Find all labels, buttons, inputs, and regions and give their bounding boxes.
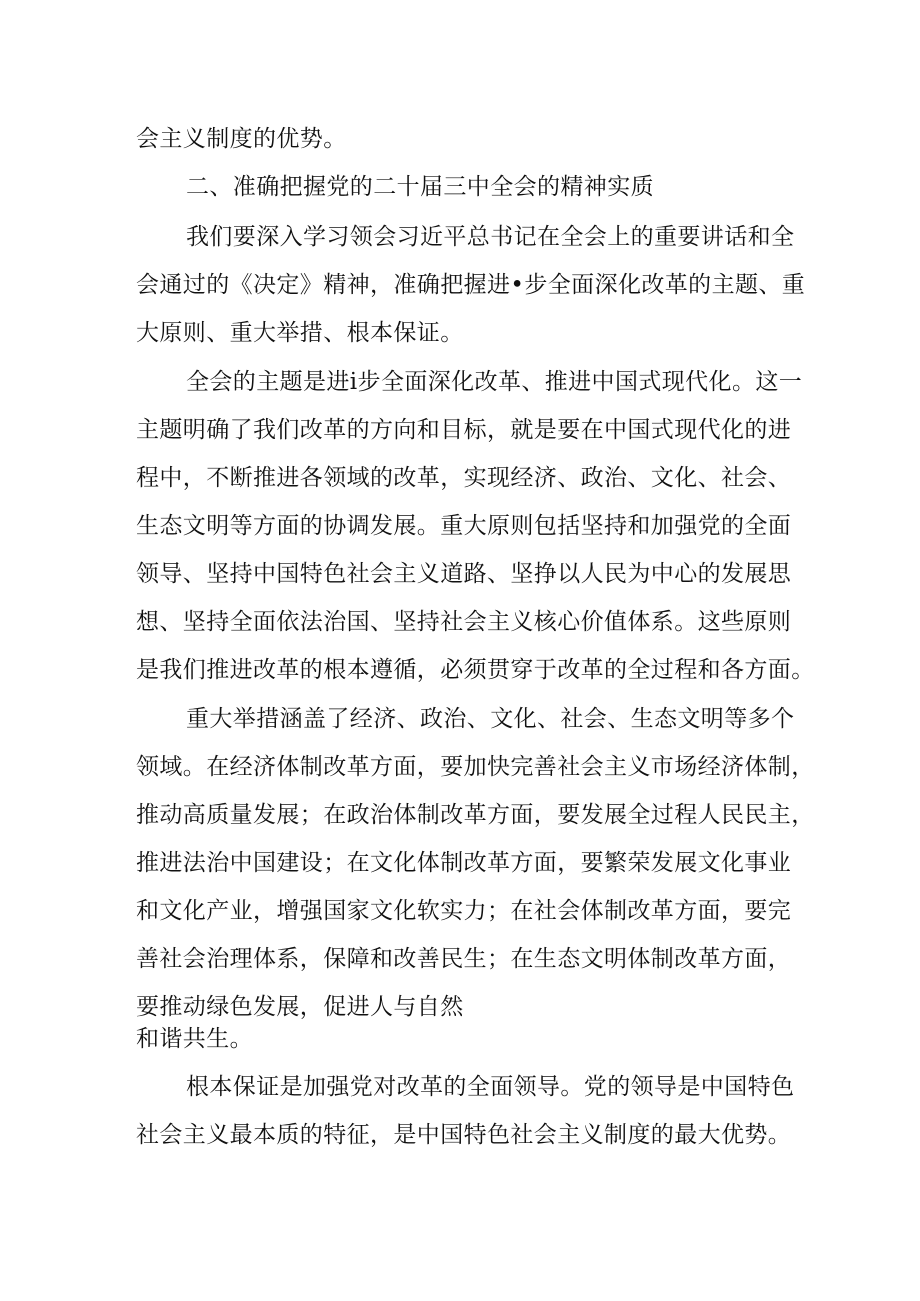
body-text-line: 领导、坚持中国特色社会主义道路、坚挣以人民为中心的发展思 (136, 561, 792, 587)
body-text-line: 会通过的《决定》精神，准确把握进•步全面深化改革的主题、重 (136, 272, 806, 298)
body-text-line: 大原则、重大举措、根本保证。 (136, 320, 464, 346)
body-text-line: 会主义制度的优势。 (136, 126, 347, 152)
paragraph-start-line: 我们要深入学习领会习近平总书记在全会上的重要讲话和全 (186, 224, 795, 250)
body-text-line: 是我们推进改革的根本遵循，必须贯穿于改革的全过程和各方面。 (136, 657, 815, 683)
body-text-line: 程中，不断推进各领域的改革，实现经济、政治、文化、社会、 (136, 465, 792, 491)
paragraph-start-line: 全会的主题是进i步全面深化改革、推进中国式现代化。这一 (186, 369, 803, 395)
body-text-line: 推进法治中国建设；在文化体制改革方面，要繁荣发展文化事业 (136, 850, 792, 876)
body-text-line: 生态文明等方面的协调发展。重大原则包括坚持和加强党的全面 (136, 513, 792, 539)
paragraph-start-line: 重大举措涵盖了经济、政治、文化、社会、生态文明等多个 (186, 706, 795, 732)
body-text-line: 想、坚持全面依法治国、坚持社会主义核心价值体系。这些原则 (136, 609, 792, 635)
body-text-line: 善社会治理体系，保障和改善民生；在生态文明体制改革方面， (136, 946, 792, 972)
body-text-line: 社会主义最本质的特征，是中国特色社会主义制度的最大优势。 (136, 1122, 792, 1148)
body-text-line: 和文化产业，增强国家文化软实力；在社会体制改革方面，要完 (136, 898, 792, 924)
body-text-line: 领域。在经济体制改革方面，要加快完善社会主义市场经济体制， (136, 754, 815, 780)
body-text-line: 主题明确了我们改革的方向和目标，就是要在中国式现代化的进 (136, 417, 792, 443)
body-text-line: 和谐共生。 (136, 1026, 253, 1052)
section-heading: 二、准确把握党的二十届三中全会的精神实质 (186, 174, 654, 200)
body-text-line: 要推动绿色发展，促进人与自然 (136, 994, 464, 1020)
body-text-line: 推动高质量发展；在政治体制改革方面，要发展全过程人民民主， (136, 802, 815, 828)
paragraph-start-line: 根本保证是加强党对改革的全面领导。党的领导是中国特色 (186, 1074, 795, 1100)
